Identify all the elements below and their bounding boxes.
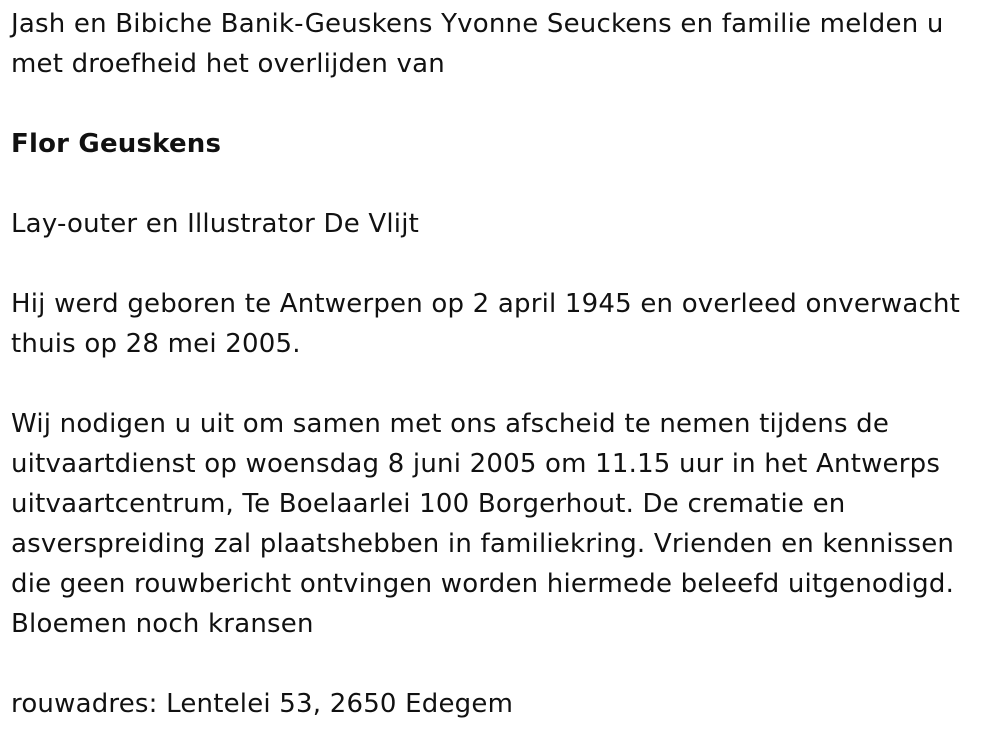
intro-line: Jash en Bibiche Banik-Geuskens Yvonne Seuckens en familie melden u bbox=[11, 9, 944, 39]
deceased-name: Flor Geuskens bbox=[11, 129, 222, 159]
ceremony-paragraph bbox=[11, 404, 991, 644]
ceremony-line: Bloemen noch kransen bbox=[11, 609, 314, 639]
birth-death-line: thuis op 28 mei 2005. bbox=[11, 329, 301, 359]
ceremony-line: Wij nodigen u uit om samen met ons afscheid te nemen tijdens de bbox=[11, 409, 890, 439]
paragraph-spacer bbox=[11, 644, 991, 684]
ceremony-line: asverspreiding zal plaatshebben in familiekring. Vrienden en kennissen bbox=[11, 529, 955, 559]
paragraph-spacer bbox=[11, 244, 991, 284]
paragraph-spacer bbox=[11, 164, 991, 204]
birth-death-line: Hij werd geboren te Antwerpen op 2 april 1945 en overleed onverwacht bbox=[11, 289, 961, 319]
intro-line: met droefheid het overlijden van bbox=[11, 49, 445, 79]
ceremony-line: uitvaartcentrum, Te Boelaarlei 100 Borgerhout. De crematie en bbox=[11, 489, 846, 519]
death-announcement bbox=[11, 4, 991, 724]
occupation-line: Lay-outer en Illustrator De Vlijt bbox=[11, 209, 420, 239]
mourning-address: rouwadres: Lentelei 53, 2650 Edegem bbox=[11, 689, 514, 719]
ceremony-line: uitvaartdienst op woensdag 8 juni 2005 om 11.15 uur in het Antwerps bbox=[11, 449, 941, 479]
paragraph-spacer bbox=[11, 84, 991, 124]
intro-paragraph bbox=[11, 4, 991, 84]
ceremony-line: die geen rouwbericht ontvingen worden hiermede beleefd uitgenodigd. bbox=[11, 569, 955, 599]
paragraph-spacer bbox=[11, 364, 991, 404]
birth-death-paragraph bbox=[11, 284, 991, 364]
